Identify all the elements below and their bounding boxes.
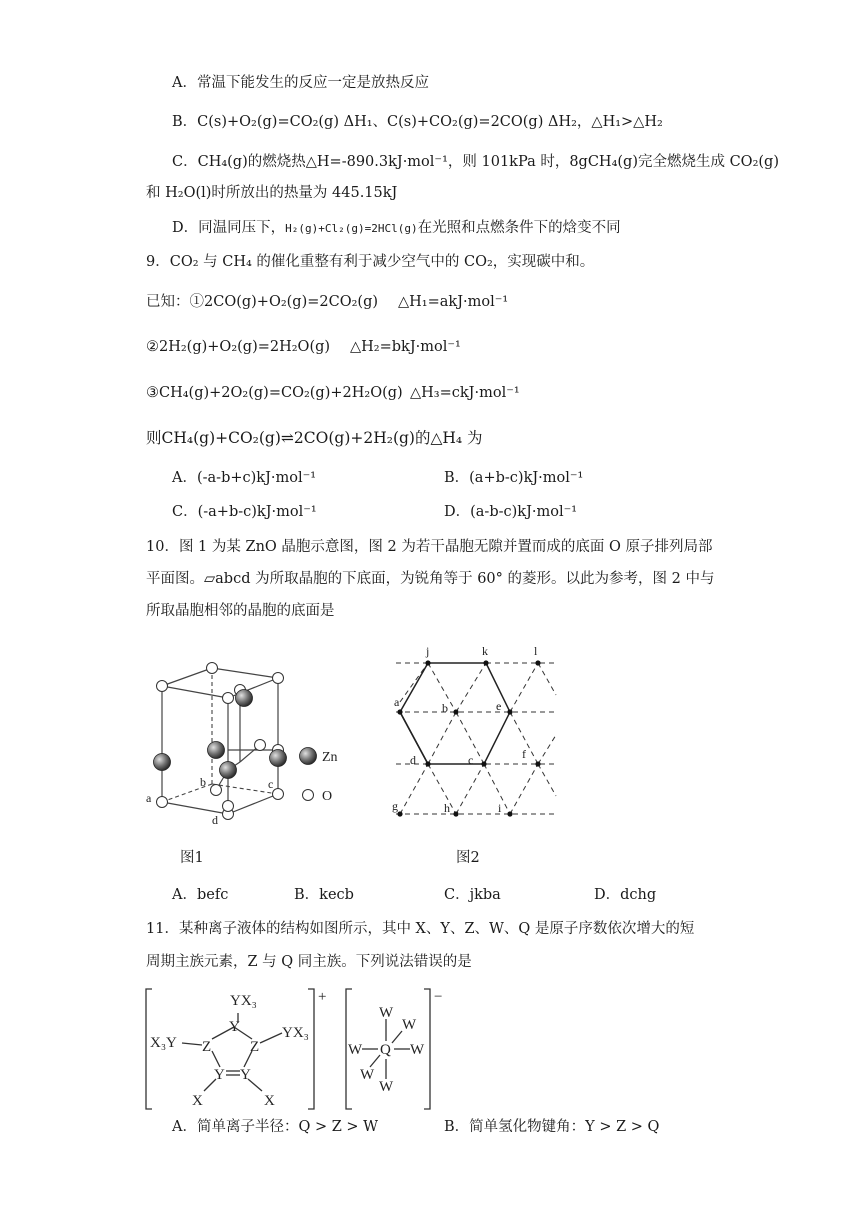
o-atom — [207, 663, 218, 674]
anion-charge: − — [434, 989, 443, 1005]
figure-2-caption: 图2 — [456, 850, 480, 866]
anion-atom-w-bottom: W — [379, 1079, 394, 1095]
figure-2-plane — [388, 640, 560, 828]
q10-option-d: D．dchg — [594, 887, 657, 903]
cation-atom-z-right: Z — [250, 1039, 260, 1055]
fig1-label-a: a — [146, 791, 152, 805]
q10-line3: 所取晶胞相邻的晶胞的底面是 — [146, 603, 335, 619]
q9-eq2-prefix: ② — [146, 339, 159, 355]
q10-option-a: A．befc — [172, 887, 229, 903]
q8-option-b-tail: ，△H₁>△H₂ — [576, 114, 663, 130]
q9-dh2: △H₂=bkJ·mol⁻¹ — [350, 339, 461, 355]
o-atom — [255, 740, 266, 751]
q8-option-d — [172, 218, 621, 239]
zn-atom — [220, 762, 237, 779]
zn-atom — [236, 690, 253, 707]
zn-atom — [300, 748, 317, 765]
q9-stem: 9．CO₂ 与 CH₄ 的催化重整有利于减少空气中的 CO₂，实现碳中和。 — [146, 254, 595, 270]
zn-atom — [270, 750, 287, 767]
cation-atom-yx3-top: YX₃ — [230, 993, 257, 1009]
q9-known-eq2 — [146, 337, 330, 357]
q11-option-b-prefix: B．简单氢化物键角： — [444, 1119, 586, 1135]
q11-option-a-prefix: A．简单离子半径： — [172, 1119, 299, 1135]
o-atom — [273, 789, 284, 800]
q9-ask-right: 2CO(g)+2H₂(g) — [293, 429, 415, 447]
fig2-label-c: c — [468, 753, 474, 767]
figure-1-unit-cell — [140, 650, 370, 830]
fig2-label-b: b — [442, 701, 448, 715]
fig2-label-k: k — [482, 644, 488, 658]
o-atom — [211, 785, 222, 796]
legend-o-label: O — [322, 789, 333, 804]
q9-ask-arrow: ⇌ — [280, 429, 294, 447]
fig2-label-d: d — [410, 753, 416, 767]
fig1-label-c: c — [268, 777, 274, 791]
q8-option-b-expr2: C(s)+CO₂(g)=2CO(g) ΔH₂ — [387, 114, 577, 130]
cation-atom-yx3-right: YX₃ — [282, 1025, 309, 1041]
q9-eq1: 2CO(g)+O₂(g)=2CO₂(g) — [204, 294, 379, 310]
q8-option-b — [172, 112, 663, 132]
anion-atom-q: Q — [380, 1042, 391, 1058]
q8-option-b-sep: 、 — [372, 114, 388, 130]
q8-option-c-line2: 和 H₂O(l)时所放出的热量为 445.15kJ — [146, 185, 398, 201]
zn-atom — [208, 742, 225, 759]
q9-known-eq1 — [146, 292, 378, 312]
q10-option-c: C．jkba — [444, 887, 501, 903]
q10-option-b: B．kecb — [294, 887, 354, 903]
anion-atom-w-top: W — [379, 1005, 394, 1021]
zn-atom — [154, 754, 171, 771]
q9-dh3: △H₃=ckJ·mol⁻¹ — [410, 385, 520, 401]
legend-zn-label: Zn — [322, 750, 338, 765]
fig2-label-e: e — [496, 699, 502, 713]
o-atom — [223, 693, 234, 704]
q10-line1: 10．图 1 为某 ZnO 晶胞示意图，图 2 为若干晶胞无隙并置而成的底面 O 原子排列局部 — [146, 539, 713, 555]
fig2-label-h: h — [444, 801, 450, 815]
q9-known-prefix: 已知：① — [146, 294, 204, 310]
fig1-label-d: d — [212, 813, 218, 827]
fig2-label-f: f — [522, 747, 526, 761]
q8-option-b-expr1: C(s)+O₂(g)=CO₂(g) ΔH₁ — [197, 114, 373, 130]
q9-eq2: 2H₂(g)+O₂(g)=2H₂O(g) — [159, 339, 331, 355]
fig1-label-b: b — [200, 775, 206, 789]
cation-atom-x3y-left: X₃Y — [150, 1035, 177, 1051]
o-atom — [223, 801, 234, 812]
cation-atom-y-bottom-left: Y — [214, 1067, 225, 1083]
q9-option-b: B．(a+b-c)kJ·mol⁻¹ — [444, 470, 584, 486]
cation-atom-x-left: X — [192, 1093, 203, 1109]
q9-option-a: A．(-a-b+c)kJ·mol⁻¹ — [172, 470, 317, 486]
q11-option-b-expr: Y > Z > Q — [585, 1119, 660, 1135]
fig2-label-g: g — [392, 799, 398, 813]
cation-atom-y-top: Y — [229, 1019, 240, 1035]
anion-atom-w-lower-left: W — [360, 1067, 375, 1083]
q9-eq3-prefix: ③ — [146, 385, 159, 401]
q9-known-eq3 — [146, 383, 403, 403]
q9-dh1: △H₁=akJ·mol⁻¹ — [398, 294, 509, 310]
anion-atom-w-left: W — [348, 1042, 363, 1058]
q9-ask — [146, 428, 483, 448]
q8-option-b-prefix: B． — [172, 114, 198, 130]
fig2-label-j: j — [426, 644, 430, 658]
q11-line2: 周期主族元素，Z 与 Q 同主族。下列说法错误的是 — [146, 954, 472, 970]
o-atom — [273, 673, 284, 684]
q10-line2: 平面图。▱abcd 为所取晶胞的下底面，为锐角等于 60° 的菱形。以此为参考，图 2 中与 — [146, 571, 715, 587]
q9-eq3: CH₄(g)+2O₂(g)=CO₂(g)+2H₂O(g) — [159, 385, 403, 401]
o-atom — [157, 681, 168, 692]
q9-option-d: D．(a-b-c)kJ·mol⁻¹ — [444, 504, 578, 520]
q8-option-d-prefix: D．同温同压下， — [172, 220, 286, 236]
o-atom — [157, 797, 168, 808]
q8-option-a: A．常温下能发生的反应一定是放热反应 — [172, 75, 429, 91]
q11-option-b — [444, 1117, 659, 1137]
fig2-label-i: i — [498, 801, 502, 815]
q8-option-c-line1: C．CH₄(g)的燃烧热△H=-890.3kJ·mol⁻¹，则 101kPa 时，8gCH₄(g)完全燃烧生成 CO₂(g) — [172, 154, 779, 170]
cation-atom-y-bottom-right: Y — [240, 1067, 251, 1083]
q9-option-c: C．(-a+b-c)kJ·mol⁻¹ — [172, 504, 317, 520]
q11-ionic-liquid-structure — [140, 985, 450, 1113]
fig2-label-l: l — [534, 644, 538, 658]
anion-atom-w-upper-right: W — [402, 1017, 417, 1033]
cation-charge: + — [318, 989, 327, 1005]
q11-option-a — [172, 1117, 378, 1137]
figure-1-caption: 图1 — [180, 850, 204, 866]
fig2-label-a: a — [394, 695, 400, 709]
legend-o-icon — [303, 790, 314, 801]
cation-atom-z-left: Z — [202, 1039, 212, 1055]
q11-line1: 11．某种离子液体的结构如图所示，其中 X、Y、Z、W、Q 是原子序数依次增大的短 — [146, 921, 695, 937]
q8-option-d-expr: H₂(g)+Cl₂(g)=2HCl(g) — [285, 222, 418, 235]
cation-atom-x-right: X — [264, 1093, 275, 1109]
q8-option-d-tail: 在光照和点燃条件下的焓变不同 — [417, 220, 621, 236]
q9-ask-prefix: 则 — [146, 429, 162, 447]
q9-ask-tail: 的△H₄ 为 — [414, 429, 483, 447]
q9-ask-left: CH₄(g)+CO₂(g) — [161, 429, 281, 447]
anion-atom-w-right: W — [410, 1042, 425, 1058]
q11-option-a-expr: Q > Z > W — [298, 1119, 379, 1135]
